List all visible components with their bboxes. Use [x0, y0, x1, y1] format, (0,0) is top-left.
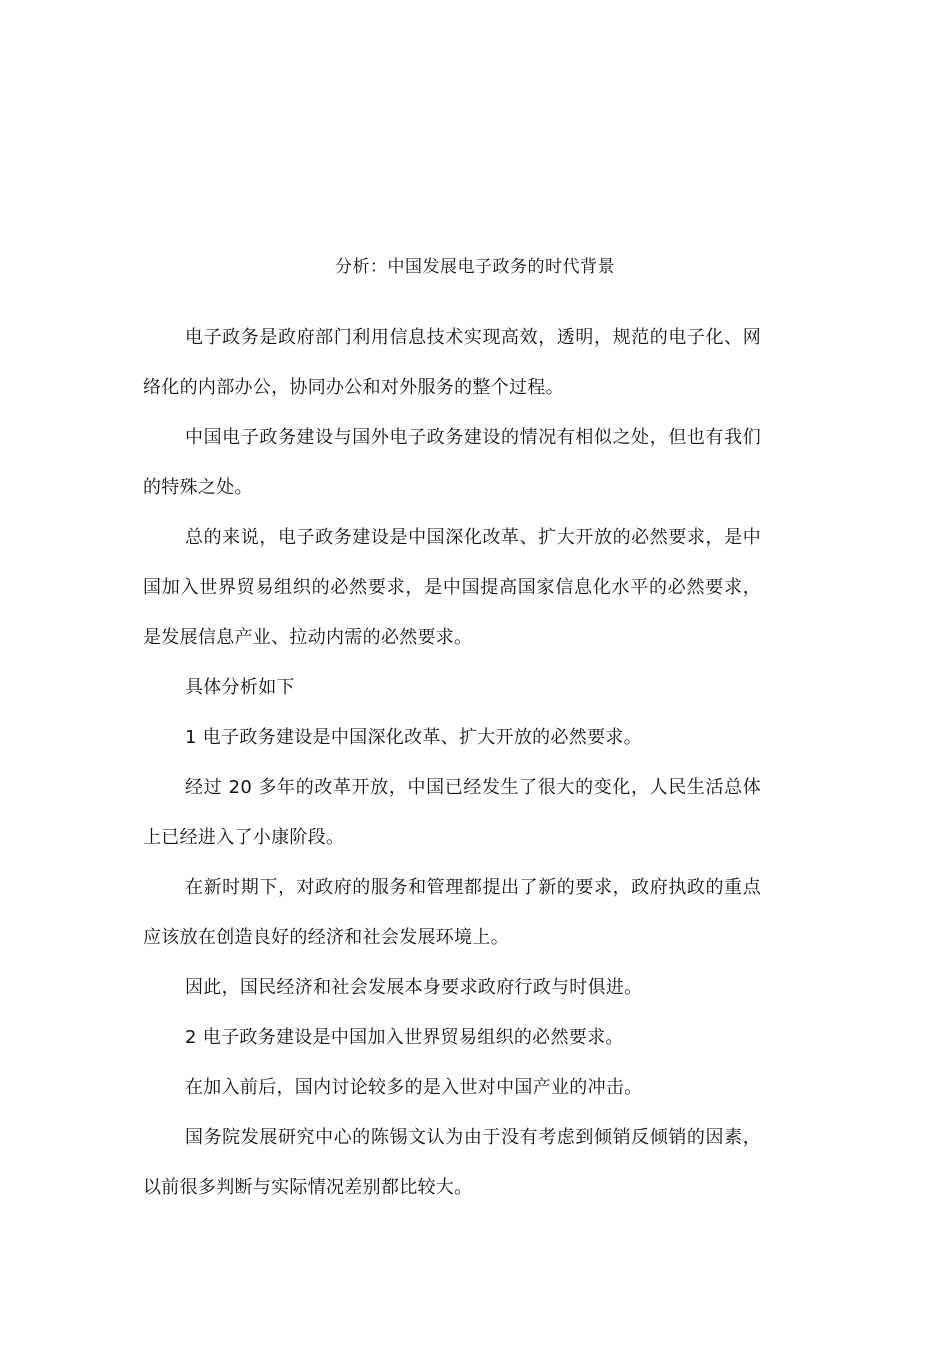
paragraph-point-2: 2 电子政务建设是中国加入世界贸易组织的必然要求。	[185, 1027, 624, 1048]
document-body	[143, 313, 761, 1213]
paragraph-wto-discussion: 在加入前后，国内讨论较多的是入世对中国产业的冲击。	[185, 1077, 643, 1098]
paragraph-chen-xiwen: 国务院发展研究中心的陈锡文认为由于没有考虑到倾销反倾销的因素，以前很多判断与实际情况差别都比较大。	[143, 1127, 761, 1198]
paragraph-comparison: 中国电子政务建设与国外电子政务建设的情况有相似之处，但也有我们的特殊之处。	[143, 427, 761, 498]
paragraph-reform: 经过 20 多年的改革开放，中国已经发生了很大的变化，人民生活总体上已经进入了小康阶段。	[143, 777, 761, 848]
paragraph-therefore: 因此，国民经济和社会发展本身要求政府行政与时俱进。	[185, 977, 643, 998]
paragraph-summary: 总的来说，电子政务建设是中国深化改革、扩大开放的必然要求，是中国加入世界贸易组织的必然要求，是中国提高国家信息化水平的必然要求，是发展信息产业、拉动内需的必然要求。	[143, 527, 761, 648]
document-title: 分析：中国发展电子政务的时代背景	[335, 257, 615, 277]
paragraph-new-era: 在新时期下，对政府的服务和管理都提出了新的要求，政府执政的重点应该放在创造良好的经济和社会发展环境上。	[143, 877, 761, 948]
paragraph-analysis-intro: 具体分析如下	[185, 677, 295, 698]
paragraph-point-1: 1 电子政务建设是中国深化改革、扩大开放的必然要求。	[185, 727, 642, 748]
paragraph-definition: 电子政务是政府部门利用信息技术实现高效，透明，规范的电子化、网络化的内部办公，协同办公和对外服务的整个过程。	[143, 327, 761, 398]
